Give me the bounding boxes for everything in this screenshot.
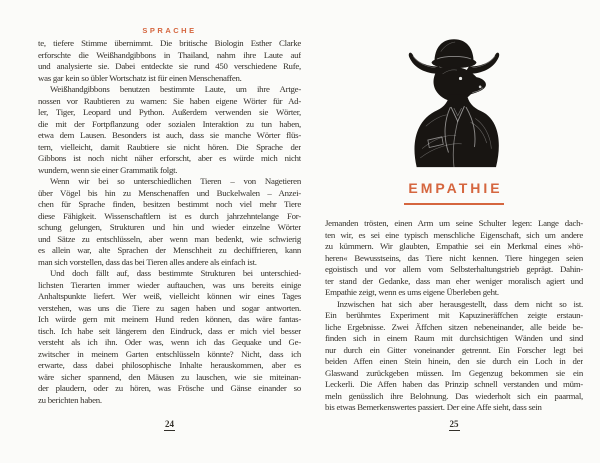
text-line: heren« Bewusstseins, das Tiere nicht kennen. Tiere hingegen seien [325,252,583,263]
text-line: te, tiefere Stimme übernimmt. Die britische Biologin Esther Clarke [38,38,301,48]
text-line: beiden Affen einen Stein hinein, den sie durch ein Loch in der [325,356,583,366]
text-line: Weißhandgibbons benutzen bestimmte Laute, um ihre Artge- [50,84,301,94]
text-line: etwa dem Lausen. Besonders ist auch, dass sie manche Wörter flüs- [38,130,301,140]
page-number-left [38,419,301,431]
text-line: Inzwischen hat sich aber herausgestellt, dass dem nicht so ist. [337,298,583,309]
text-line: tern, vielleicht, damit Raubtiere sie nicht hören. Die Sprache der [38,141,301,152]
text-line: über Vögel bis hin zu Menschenaffen und Buckelwalen – Anzei- [38,187,301,198]
text-line: zwitscher in meinem Garten entschlüsseln könnte? Nicht, dass ich [38,348,301,359]
text-line: zu kümmern. Wir glaubten, Empathie sei ein Merkmal eines »hö- [325,241,583,251]
text-line: nur durch ein Gitter voneinander getrennt. Ein Forscher legt bei [325,344,583,355]
page-number-right [325,419,583,431]
text-line: versteht als ich ihn. Oder was, wenn ich das Gequake und Ge- [38,337,301,347]
text-line: Leckerli. Die Affen haben das Prinzip schnell verstanden und müm- [325,379,583,389]
text-line: Ein berühmtes Experiment mit Kapuzineräffchen zeigte erstaun- [325,310,583,320]
left-page-text [38,38,301,406]
text-line: was gar kein so übler Wortschatz ist für einen Menschenaffen. [38,72,242,83]
text-line: liche Ergebnisse. Zwei Äffchen sitzen nebeneinander, alle beide be- [325,321,583,332]
text-line: es allein war, alte Sprachen der Menschheit zu dechiffrieren, kann [38,245,301,255]
text-line: wundern, wenn sie einer Grammatik folgt. [38,164,178,175]
text-line: Gibbons ist noch nicht näher erforscht, aber es würde mich nicht [38,153,301,163]
text-line: erwarte, dass dabei philosophische Inhalte herauskommen, aber es [38,360,301,370]
text-line: Und doch fällt auf, dass bestimmte Strukturen bei unterschied- [50,268,301,278]
text-line: Empathie zeigt, wenn es ums eigene Überleben geht. [325,287,499,297]
text-line: schung gelungen, Strukturen und hin und wieder einzelne Wörter [38,222,301,232]
text-line: ler, Tiger, Leopard und Python. Außerdem verwenden sie Wörter, [38,107,301,117]
text-line: Glaswand zurückgeben müssen. Im Gegenzug bekommen sie ein [325,367,583,378]
chapter-title-rule [325,203,583,205]
text-line: der plaudern, oder zu hören, was Frösche und Gänse einander so [38,383,301,393]
text-line: man sich vorstellen, dass das bei Tieren alles andere als einfach ist. [38,256,257,267]
page-number-value: 25 [449,419,459,429]
text-line: verstehen, was uns die Tiere zu sagen haben und sogar antworten. [38,302,301,313]
right-page-text [325,218,583,414]
text-line: und Sätze zu entschlüsseln, aber wenn man bedenkt, wie schwierig [38,233,301,244]
running-header: SPRACHE [142,26,197,35]
text-line: finden sich in einem Raum mit durchsichtigen Wänden und sind [325,333,583,343]
bull-portrait-illustration [325,28,583,170]
text-line: wäre sicher spannend, den Mäusen zu lauschen, wie sie miteinan- [38,371,301,382]
text-line: und analysierte sie. Dabei entdeckte sie rund 450 verschiedene Rufe, [38,61,301,71]
page-number-value: 24 [165,419,174,429]
text-line: tisch. Ich habe seit längerem den Eindruck, dass er mich viel besser [38,325,301,336]
text-line: lichsten Tierarten immer wieder auftauchen, was uns bereits einige [38,279,301,290]
text-line: Wenn wir bei so unterschiedlichen Tieren – von Nagetieren [50,176,301,186]
text-line: diese Fähigkeit. Wissenschaftlern ist es durch jahrzehntelange For- [38,210,301,221]
text-line: Ich würde gern mit meinem Hund reden können, das wäre fantas- [38,314,301,324]
text-line: ter stand der Gedanke, dass man eher weniger moralisch agiert und [325,275,583,286]
text-line: erforschte die Weißhandgibbons in Thailand, nahm ihre Laute auf [38,49,301,60]
text-line: ten wir, es sei eine typisch menschliche Eigenschaft, sich um andere [325,229,583,240]
text-line: chen für Sprache finden, besitzen bestimmt noch viel mehr Tiere [38,199,301,209]
text-line: zu berichten haben. [38,394,102,405]
text-line: bis etwas Bemerkenswertes passiert. Der eine Affe sieht, dass sein [325,402,542,412]
text-line: die mit der Fortpflanzung oder sozialen Interaktion zu tun haben, [38,118,301,129]
text-line: Anhaltspunkte liefert. Wer weiß, vielleicht können wir eines Tages [38,291,301,301]
chapter-title: EMPATHIE [408,180,503,196]
text-line: nossen vor Raubtieren zu warnen: Sie haben eigene Wörter für Ad- [38,95,301,106]
text-line: egoistisch und vor allem vom Selbsterhaltungstrieb geprägt. Dahin- [325,264,583,274]
bull-woodcut-icon [397,29,511,169]
text-line: Jemanden trösten, einen Arm um seine Schulter legen: Lange dach- [325,218,583,228]
text-line: meln genüsslich ihre Belohnung. Das wiederholt sich ein paarmal, [325,390,583,401]
